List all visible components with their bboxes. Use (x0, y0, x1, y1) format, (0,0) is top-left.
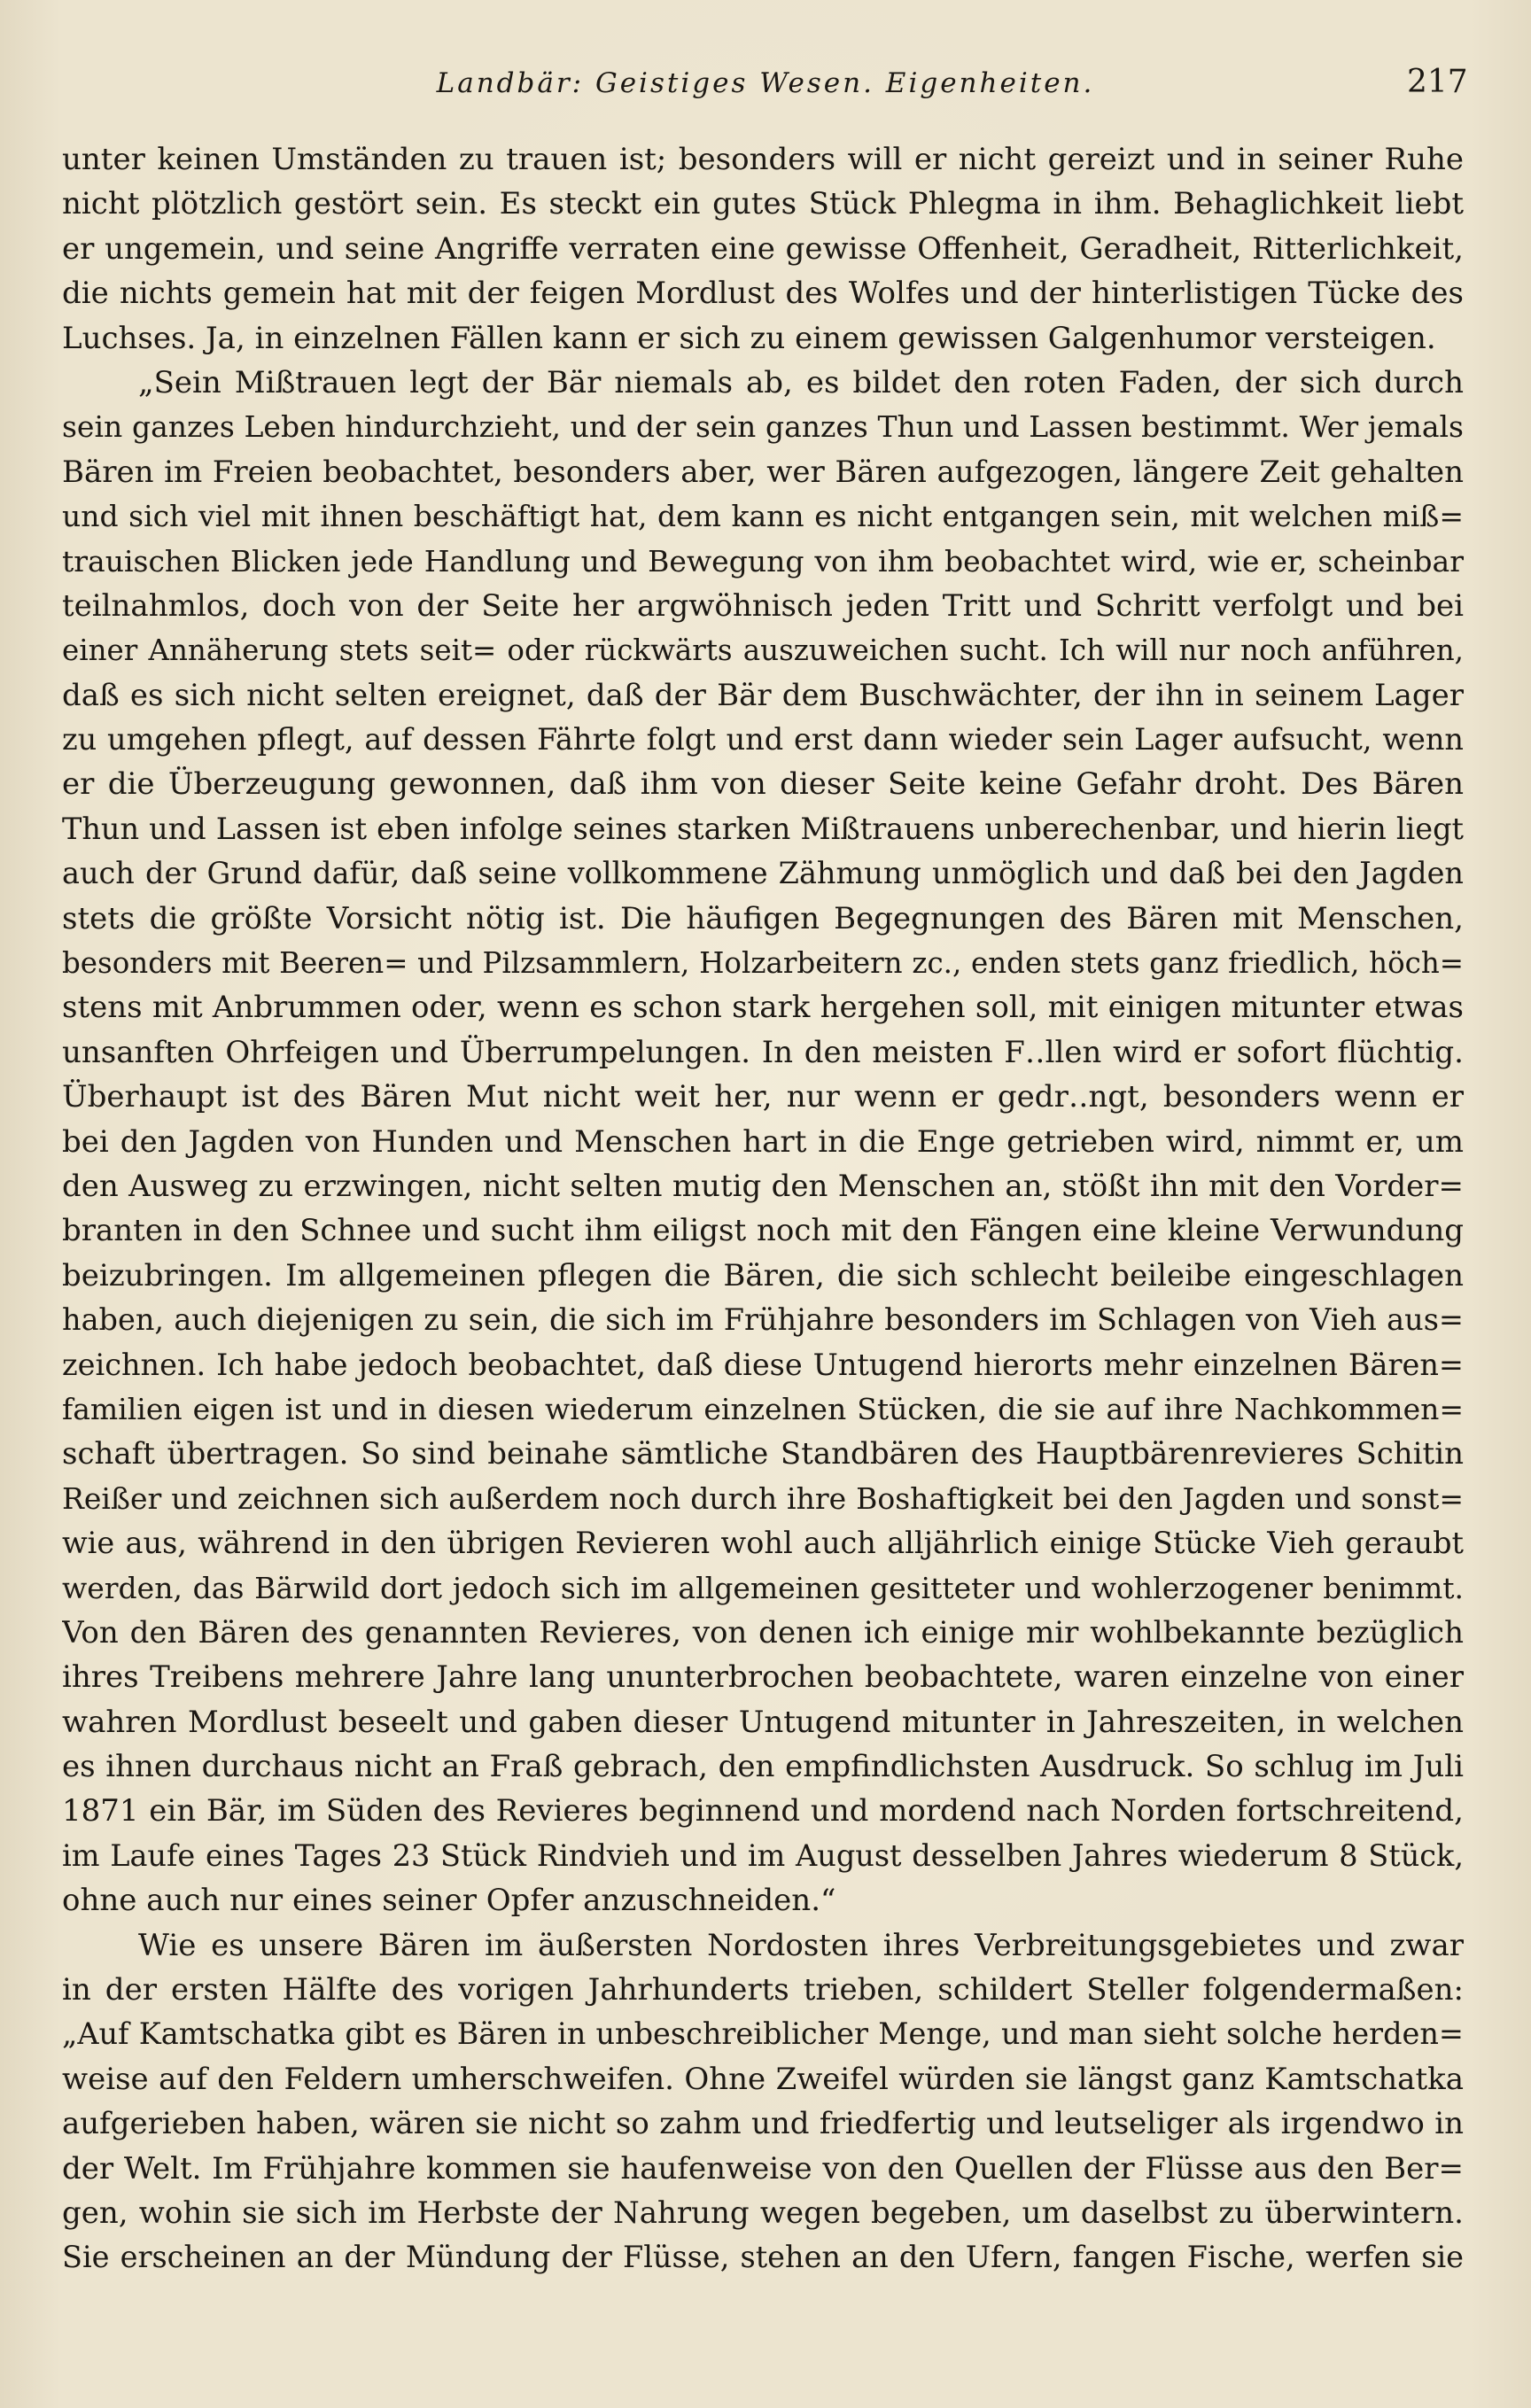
text-line: „Auf Kamtschatka gibt es Bären in unbeschreiblicher Menge, und man sieht solche herden= (62, 2016, 1464, 2052)
text-line: der Welt. Im Frühjahre kommen sie haufenweise von den Quellen der Flüsse aus den Ber= (62, 2150, 1464, 2187)
body-text (62, 137, 1464, 2280)
text-line: und sich viel mit ihnen beschäftigt hat, dem kann es nicht entgangen sein, mit welchen miß= (62, 499, 1464, 534)
text-line: daß es sich nicht selten ereignet, daß der Bär dem Buschwächter, der ihn in seinem Lager (62, 677, 1464, 713)
text-line: besonders mit Beeren= und Pilzsammlern, Holzarbeitern zc., enden stets ganz friedlich, höch= (62, 946, 1464, 981)
text-line: Von den Bären des genannten Revieres, von denen ich einige mir wohlbekannte bezüglich (62, 1614, 1464, 1651)
text-line: branten in den Schnee und sucht ihm eiligst noch mit den Fängen eine kleine Verwundung (62, 1213, 1464, 1249)
text-line: auch der Grund dafür, daß seine vollkommene Zähmung unmöglich und daß bei den Jagden (62, 856, 1464, 891)
text-line: unter keinen Umständen zu trauen ist; besonders will er nicht gereizt und in seiner Ruhe (62, 142, 1464, 177)
text-line: stets die größte Vorsicht nötig ist. Die häufigen Begegnungen des Bären mit Menschen, (62, 900, 1464, 936)
text-line: teilnahmlos, doch von der Seite her argwöhnisch jeden Tritt und Schritt verfolgt und bei (62, 587, 1464, 624)
text-line: wie aus, während in den übrigen Revieren wohl auch alljährlich einige Stücke Vieh geraubt (62, 1526, 1464, 1561)
text-line: einer Annäherung stets seit= oder rückwärts auszuweichen sucht. Ich will nur noch anführen, (62, 633, 1464, 668)
text-line: unsanften Ohrfeigen und Überrumpelungen. In den meisten F‥llen wird er sofort flüchtig. (62, 1034, 1464, 1070)
page-number: 217 (1407, 64, 1468, 100)
text-line: schaft übertragen. So sind beinahe sämtliche Standbären des Hauptbärenrevieres Schitin (62, 1436, 1464, 1472)
text-line: Wie es unsere Bären im äußersten Nordosten ihres Verbreitungsgebietes und zwar (138, 1927, 1464, 1963)
text-line: nicht plötzlich gestört sein. Es steckt ein gutes Stück Phlegma in ihm. Behaglichkeit liebt (62, 186, 1464, 222)
text-line: familien eigen ist und in diesen wiederum einzelnen Stücken, die sie auf ihre Nachkommen= (62, 1391, 1464, 1426)
text-line: gen, wohin sie sich im Herbste der Nahrung wegen begeben, um daselbst zu überwintern. (62, 2194, 1464, 2231)
text-line: Überhaupt ist des Bären Mut nicht weit her, nur wenn er gedr‥ngt, besonders wenn er (62, 1079, 1464, 1115)
text-line: aufgerieben haben, wären sie nicht so zahm und friedfertig und leutseliger als irgendwo in (62, 2106, 1464, 2142)
text-line: „Sein Mißtrauen legt der Bär niemals ab, es bildet den roten Faden, der sich durch (138, 364, 1464, 400)
running-head: Landbär: Geistiges Wesen. Eigenheiten. (436, 67, 1095, 99)
text-line: Reißer und zeichnen sich außerdem noch durch ihre Boshaftigkeit bei den Jagden und sonst= (62, 1480, 1464, 1516)
text-line: er die Überzeugung gewonnen, daß ihm von dieser Seite keine Gefahr droht. Des Bären (62, 766, 1464, 803)
text-line: den Ausweg zu erzwingen, nicht selten mutig den Menschen an, stößt ihn mit den Vorder= (62, 1168, 1464, 1204)
text-line: zu umgehen pflegt, auf dessen Fährte folgt und erst dann wieder sein Lager aufsucht, wenn (62, 722, 1464, 757)
text-line: er ungemein, und seine Angriffe verraten eine gewisse Offenheit, Geradheit, Ritterlichkeit, (62, 230, 1464, 267)
text-line: Sie erscheinen an der Mündung der Flüsse, stehen an den Ufern, fangen Fische, werfen sie (62, 2240, 1464, 2275)
text-line: sein ganzes Leben hindurchzieht, und der sein ganzes Thun und Lassen bestimmt. Wer jemals (62, 409, 1464, 445)
text-line: beizubringen. Im allgemeinen pflegen die Bären, die sich schlecht beileibe eingeschlagen (62, 1257, 1464, 1293)
text-line: ohne auch nur eines seiner Opfer anzuschneiden.“ (62, 1883, 836, 1919)
text-line: zeichnen. Ich habe jedoch beobachtet, daß diese Untugend hierorts mehr einzelnen Bären= (62, 1347, 1464, 1382)
text-line: die nichts gemein hat mit der feigen Mordlust des Wolfes und der hinterlistigen Tücke des (62, 276, 1464, 312)
text-line: in der ersten Hälfte des vorigen Jahrhunderts trieben, schildert Steller folgendermaßen: (62, 1972, 1464, 2008)
text-line: Thun und Lassen ist eben infolge seines starken Mißtrauens unberechenbar, und hierin liegt (62, 811, 1464, 846)
text-line: es ihnen durchaus nicht an Fraß gebrach, den empfindlichsten Ausdruck. So schlug im Juli (62, 1749, 1464, 1785)
text-line: im Laufe eines Tages 23 Stück Rindvieh und im August desselben Jahres wiederum 8 Stück, (62, 1837, 1464, 1873)
text-line: stens mit Anbrummen oder, wenn es schon stark hergehen soll, mit einigen mitunter etwas (62, 990, 1464, 1026)
text-line: Bären im Freien beobachtet, besonders aber, wer Bären aufgezogen, längere Zeit gehalten (62, 454, 1464, 490)
text-line: trauischen Blicken jede Handlung und Bewegung von ihm beobachtet wird, wie er, scheinbar (62, 543, 1464, 579)
text-line: wahren Mordlust beseelt und gaben dieser Untugend mitunter in Jahreszeiten, in welchen (62, 1704, 1464, 1740)
text-line: werden, das Bärwild dort jedoch sich im allgemeinen gesitteter und wohlerzogener benimmt. (62, 1570, 1464, 1605)
text-line: haben, auch diejenigen zu sein, die sich im Frühjahre besonders im Schlagen von Vieh aus= (62, 1302, 1464, 1338)
text-line: bei den Jagden von Hunden und Menschen hart in die Enge getrieben wird, nimmt er, um (62, 1123, 1464, 1160)
text-line: Luchses. Ja, in einzelnen Fällen kann er sich zu einem gewissen Galgenhumor versteigen. (62, 320, 1436, 356)
text-line: 1871 ein Bär, im Süden des Revieres beginnend und mordend nach Norden fortschreitend, (62, 1793, 1464, 1829)
text-line: weise auf den Feldern umherschweifen. Ohne Zweifel würden sie längst ganz Kamtschatka (62, 2061, 1464, 2097)
text-line: ihres Treibens mehrere Jahre lang ununterbrochen beobachtete, waren einzelne von einer (62, 1659, 1464, 1696)
